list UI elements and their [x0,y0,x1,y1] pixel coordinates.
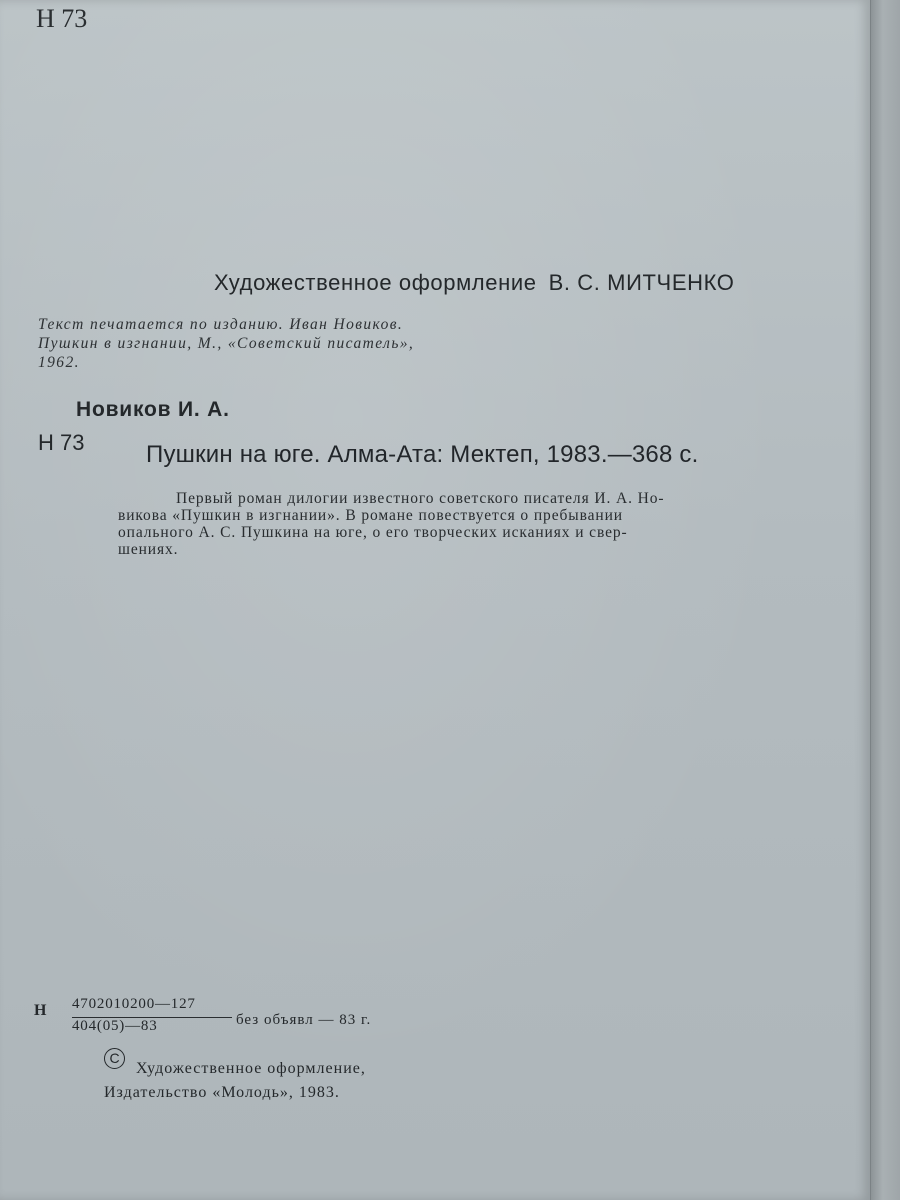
design-credit [214,270,734,296]
source-note-line: 1962. [38,354,80,371]
annotation-line: викова «Пушкин в изгнании». В романе повествуется о пребывании [118,507,623,524]
annotation-line: шениях. [118,541,179,558]
imprint-numerator: 4702010200—127 [72,996,196,1012]
imprint-note: без объявл — 83 г. [236,1012,372,1028]
bibliographic-entry: Пушкин на юге. Алма-Ата: Мектеп, 1983.—368 с. [146,441,699,468]
corner-catalog-code: Н 73 [36,4,88,33]
source-note-line: Пушкин в изгнании, М., «Советский писатель», [38,335,415,352]
catalog-code: Н 73 [38,430,85,455]
imprint-letter: Н [34,1002,47,1019]
annotation-line: Первый роман дилогии известного советского писателя И. А. Но- [176,490,665,507]
design-credit-label: Художественное оформление [214,270,537,295]
source-note [38,315,414,372]
imprint-denominator: 404(05)—83 [72,1018,158,1034]
annotation [118,490,863,558]
design-credit-artist: В. С. МИТЧЕНКО [548,270,735,295]
copyright-icon: C [104,1048,125,1069]
copyright-line: Художественное оформление, [136,1060,366,1077]
next-page-edge [870,0,900,1200]
catalog-author: Новиков И. А. [76,398,230,421]
annotation-line: опального А. С. Пушкина на юге, о его творческих исканиях и свер- [118,524,628,541]
source-note-line: Текст печатается по изданию. Иван Новиков. [38,316,404,333]
copyright-line: Издательство «Молодь», 1983. [104,1084,340,1101]
